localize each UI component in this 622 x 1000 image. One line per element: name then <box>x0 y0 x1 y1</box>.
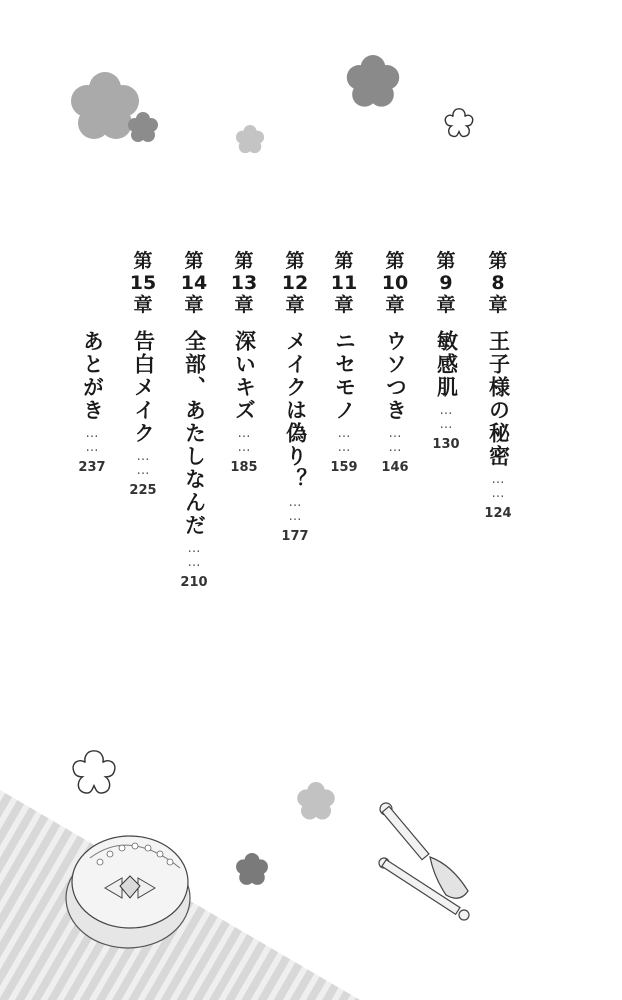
page-number: 225 <box>129 483 157 498</box>
afterword-title: あとがき <box>80 330 105 422</box>
flower-icon <box>235 125 265 155</box>
chapter-title: 告白メイク <box>131 330 156 445</box>
flower-outline-icon <box>440 105 478 143</box>
toc-entry-chapter-12[interactable] <box>277 250 313 544</box>
dot-leader: …… <box>186 541 202 569</box>
chapter-title: 敏感肌 <box>434 330 459 399</box>
chapter-title: ウソつき <box>383 330 408 422</box>
toc-entry-chapter-15[interactable] <box>125 250 161 498</box>
makeup-brush-illustration <box>372 795 492 925</box>
chapter-number: 第 9 章 <box>436 250 456 316</box>
dot-leader: …… <box>438 403 454 431</box>
chapter-number: 第 13 章 <box>230 250 258 316</box>
dot-leader: …… <box>387 426 403 454</box>
toc-entry-chapter-9[interactable] <box>428 250 464 452</box>
chapter-title: 王子様の秘密 <box>486 330 511 468</box>
page-number: 185 <box>230 460 258 475</box>
chapter-title: 全部、あたしなんだ <box>182 330 207 537</box>
dot-leader: …… <box>236 426 252 454</box>
toc-entry-chapter-14[interactable] <box>176 250 212 590</box>
page-number: 237 <box>78 460 106 475</box>
chapter-number: 第 15 章 <box>129 250 157 316</box>
flower-icon <box>346 55 400 109</box>
chapter-title: 深いキズ <box>232 330 257 422</box>
dot-leader: …… <box>336 426 352 454</box>
dot-leader: …… <box>135 449 151 477</box>
chapter-number: 第 14 章 <box>180 250 208 316</box>
page-number: 130 <box>432 437 460 452</box>
page-number: 146 <box>381 460 409 475</box>
toc-entry-chapter-13[interactable] <box>226 250 262 475</box>
chapter-number: 第 10 章 <box>381 250 409 316</box>
chapter-number: 第 8 章 <box>488 250 508 316</box>
page-number: 124 <box>484 506 512 521</box>
toc-entry-chapter-8[interactable] <box>480 250 516 521</box>
chapter-number: 第 11 章 <box>330 250 358 316</box>
toc-entry-chapter-11[interactable] <box>326 250 362 475</box>
dot-leader: …… <box>490 472 506 500</box>
page-number: 210 <box>180 575 208 590</box>
toc-entry-afterword[interactable] <box>74 330 110 475</box>
page-number: 177 <box>281 529 309 544</box>
chapter-number: 第 12 章 <box>281 250 309 316</box>
toc-entry-chapter-10[interactable] <box>377 250 413 475</box>
flower-icon <box>127 112 159 144</box>
dot-leader: …… <box>287 495 303 523</box>
chapter-title: メイクは偽り？ <box>283 330 308 491</box>
page-number: 159 <box>330 460 358 475</box>
compact-case-illustration <box>60 818 200 958</box>
chapter-title: ニセモノ <box>332 330 357 422</box>
dot-leader: …… <box>84 426 100 454</box>
